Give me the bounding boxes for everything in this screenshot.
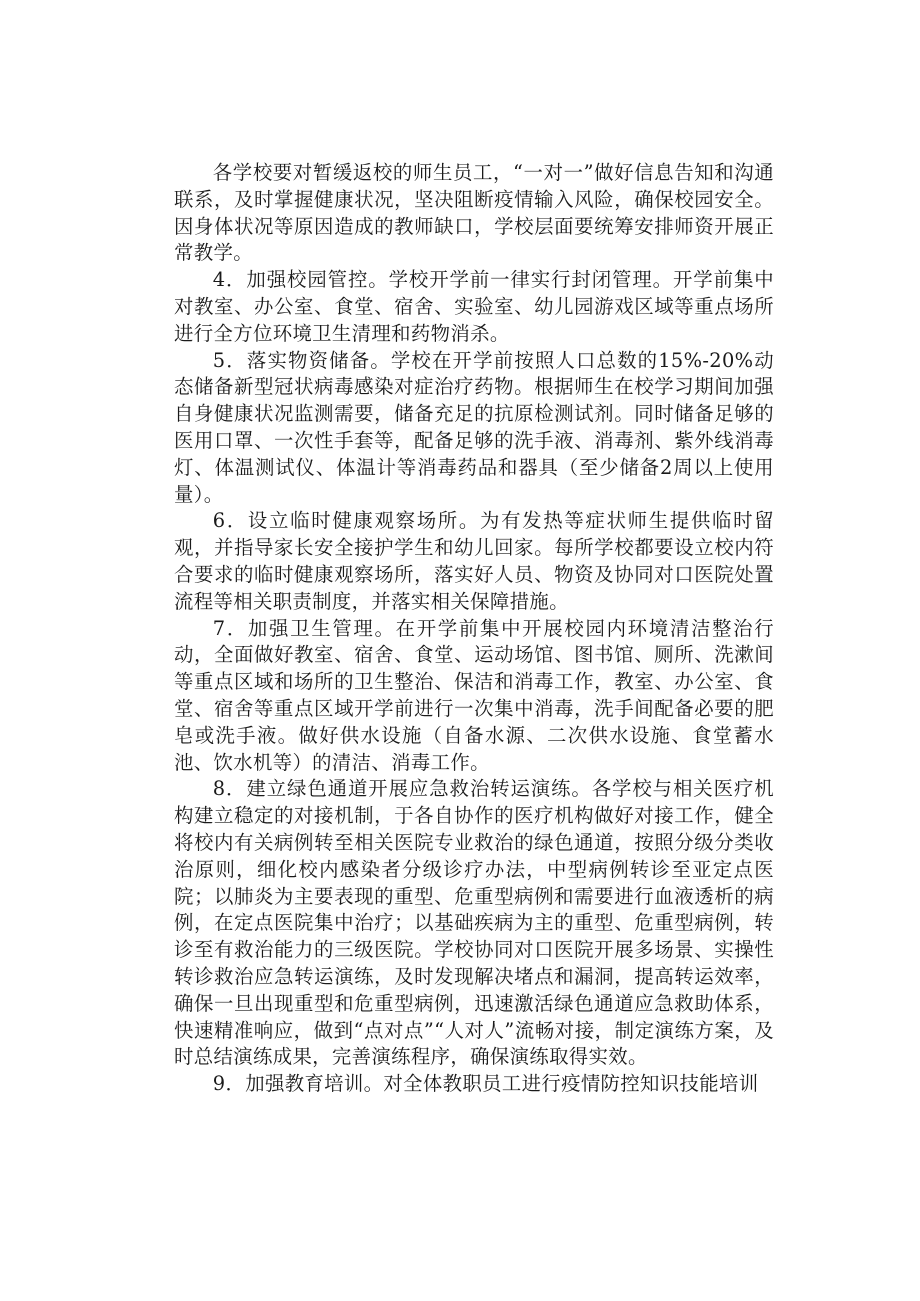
paragraph-campus-control: 4．加强校园管控。学校开学前一律实行封闭管理。开学前集中对教室、办公室、食堂、宿舍、实验室、幼儿园游戏区域等重点场所进行全方位环境卫生清理和药物消杀。 xyxy=(174,268,774,345)
paragraph-hygiene-management: 7．加强卫生管理。在开学前集中开展校园内环境清洁整治行动，全面做好教室、宿舍、食堂、运动场馆、图书馆、厕所、洗漱间等重点区域和场所的卫生整治、保洁和消毒工作，教室、办公室、食堂、宿舍等重点区域开学前进行一次集中消毒，洗手间配备必要的肥皂或洗手液。做好供水设施（自备水源、二次供水设施、食堂蓄水池、饮水机等）的清洁、消毒工作。 xyxy=(174,616,774,774)
paragraph-material-reserve: 5．落实物资储备。学校在开学前按照人口总数的15%-20%动态储备新型冠状病毒感染对症治疗药物。根据师生在校学习期间加强自身健康状况监测需要，储备充足的抗原检测试剂。同时储备足够的医用口罩、一次性手套等，配备足够的洗手液、消毒剂、紫外线消毒灯、体温测试仪、体温计等消毒药品和器具（至少储备2周以上使用量）。 xyxy=(174,348,774,506)
document-body xyxy=(174,160,774,1098)
paragraph-return-notice: 各学校要对暂缓返校的师生员工，“一对一”做好信息告知和沟通联系，及时掌握健康状况，坚决阻断疫情输入风险，确保校园安全。因身体状况等原因造成的教师缺口，学校层面要统筹安排师资开展正常教学。 xyxy=(174,161,774,265)
paragraph-observation-site: 6．设立临时健康观察场所。为有发热等症状师生提供临时留观，并指导家长安全接护学生和幼儿回家。每所学校都要设立校内符合要求的临时健康观察场所，落实好人员、物资及协同对口医院处置流程等相关职责制度，并落实相关保障措施。 xyxy=(174,509,774,613)
paragraph-green-channel: 8．建立绿色通道开展应急救治转运演练。各学校与相关医疗机构建立稳定的对接机制，于各自协作的医疗机构做好对接工作，健全将校内有关病例转至相关医院专业救治的绿色通道，按照分级分类收治原则，细化校内感染者分级诊疗办法，中型病例转诊至亚定点医院；以肺炎为主要表现的重型、危重型病例和需要进行血液透析的病例，在定点医院集中治疗；以基础疾病为主的重型、危重型病例，转诊至有救治能力的三级医院。学校协同对口医院开展多场景、实操性转诊救治应急转运演练，及时发现解决堵点和漏洞，提高转运效率，确保一旦出现重型和危重型病例，迅速激活绿色通道应急救助体系，快速精准响应，做到“点对点”“人对人”流畅对接，制定演练方案，及时总结演练成果，完善演练程序，确保演练取得实效。 xyxy=(174,777,774,1069)
paragraph-education-training: 9．加强教育培训。对全体教职员工进行疫情防控知识技能培训 xyxy=(212,1072,759,1096)
